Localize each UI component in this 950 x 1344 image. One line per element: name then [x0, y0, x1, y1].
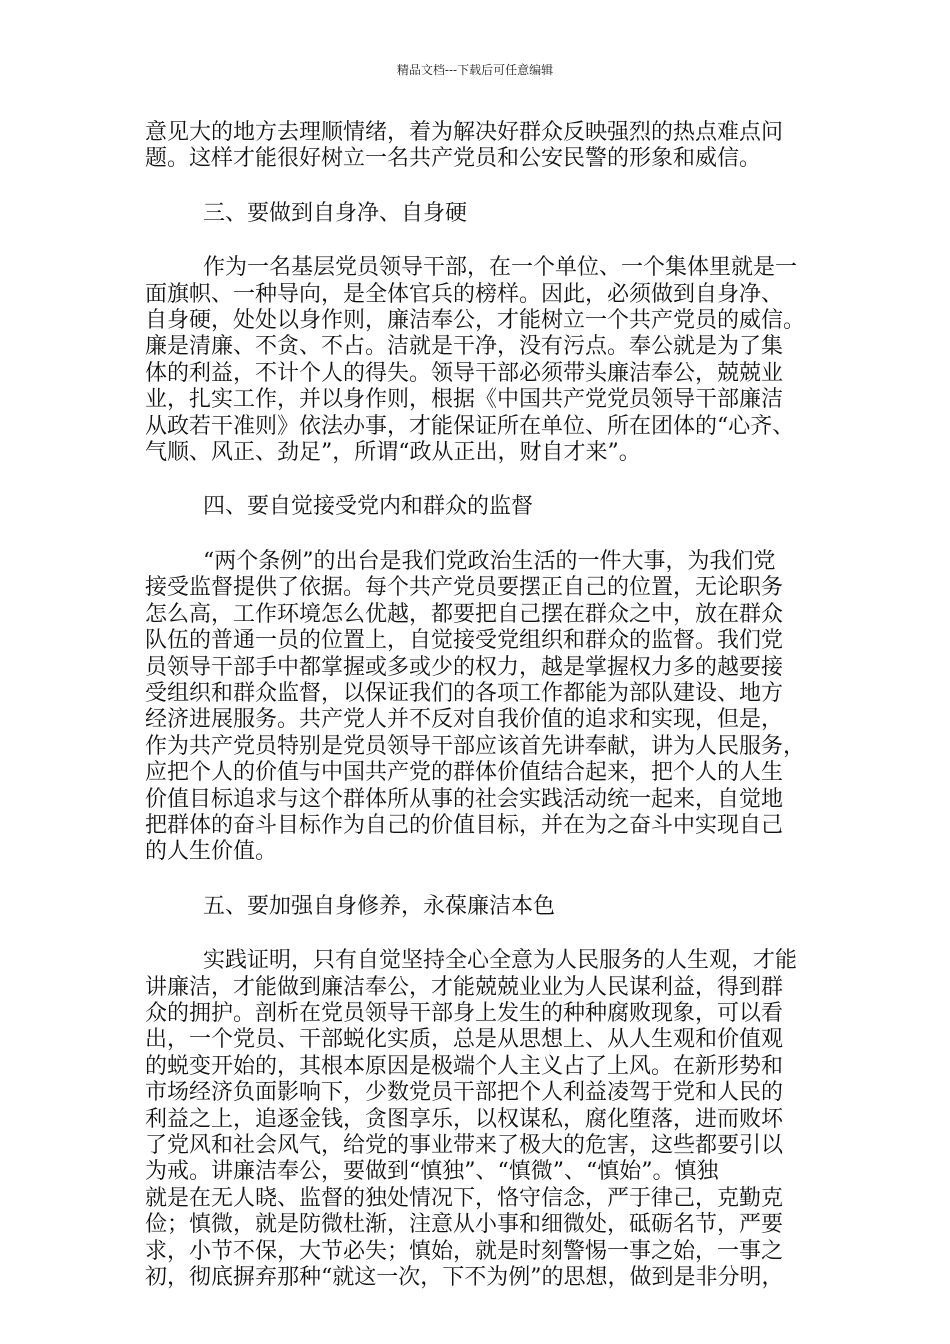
text-line: 价值目标追求与这个群体所从事的社会实践活动统一起来，自觉地	[145, 786, 784, 812]
text-line: 实践证明，只有自觉坚持全心全意为人民服务的人生观，才能	[203, 948, 798, 974]
text-line: 自身硬，处处以身作则，廉洁奉公，才能树立一个共产党员的威信。	[145, 308, 806, 334]
text-line: 俭；慎微，就是防微杜渐，注意从小事和细微处，砥砺名节，严要	[145, 1212, 784, 1238]
section-5-paragraph	[145, 948, 807, 1291]
text-line: 了党风和社会风气，给党的事业带来了极大的危害，这些都要引以	[145, 1133, 784, 1158]
text-line: 应把个人的价值与中国共产党的群体价值结合起来，把个人的人生	[145, 760, 784, 786]
text-line: 员领导干部手中都掌握或多或少的权力，越是掌握权力多的越要接	[145, 654, 784, 680]
text-line: 从政若干准则》依法办事，才能保证所在单位、所在团体的“心齐、	[145, 413, 795, 439]
section-heading-3: 三、要做到自身净、自身硬	[203, 200, 468, 226]
text-line: 经济进展服务。共产党人并不反对自我价值的追求和实现，但是，	[145, 707, 784, 733]
text-line: 气顺、风正、劲足”，所谓“政从正出，财自才来”。	[145, 440, 641, 466]
section-4-paragraph	[145, 549, 807, 866]
text-line: 怎么高，工作环境怎么优越，都要把自己摆在群众之中，放在群众	[145, 601, 784, 627]
text-line: 意见大的地方去理顺情绪，着为解决好群众反映强烈的热点难点问	[145, 120, 784, 145]
text-line: 作为一名基层党员领导干部，在一个单位、一个集体里就是一	[203, 255, 798, 281]
text-line: 体的利益，不计个人的得失。领导干部必须带头廉洁奉公，兢兢业	[145, 360, 784, 386]
text-line: 初，彻底摒弃那种“就这一次，下不为例”的思想，做到是非分明，	[145, 1265, 784, 1291]
text-line: 廉是清廉、不贪、不占。洁就是干净，没有污点。奉公就是为了集	[145, 334, 784, 360]
text-line: 作为共产党员特别是党员领导干部应该首先讲奉献，讲为人民服务，	[145, 733, 806, 759]
text-line: 接受监督提供了依据。每个共产党员要摆正自己的位置，无论职务	[145, 575, 784, 601]
section-heading-4: 四、要自觉接受党内和群众的监督	[203, 494, 534, 520]
text-line: 利益之上，追逐金钱，贪图享乐，以权谋私，腐化堕落，进而败坏	[145, 1106, 784, 1132]
text-line: 的人生价值。	[145, 839, 278, 865]
text-line: 队伍的普通一员的位置上，自觉接受党组织和群众的监督。我们党	[145, 628, 784, 654]
text-line: 的蜕变开始的，其根本原因是极端个人主义占了上风。在新形势和	[145, 1053, 784, 1079]
text-line: 面旗帜、一种导向，是全体官兵的榜样。因此，必须做到自身净、	[145, 281, 784, 307]
document-body	[145, 120, 807, 1291]
text-line: 为戒。讲廉洁奉公，要做到“慎独”、“慎微”、“慎始”。慎独	[145, 1159, 719, 1185]
text-line: 就是在无人晓、监督的独处情况下，恪守信念，严于律己，克勤克	[145, 1185, 784, 1211]
text-line: 受组织和群众监督，以保证我们的各项工作都能为部队建设、地方	[145, 680, 784, 706]
text-line: 求，小节不保，大节必失；慎始，就是时刻警惕一事之始，一事之	[145, 1238, 784, 1264]
text-line: 众的拥护。剖析在党员领导干部身上发生的种种腐败现象，可以看	[145, 1000, 784, 1026]
intro-paragraph	[145, 120, 807, 173]
text-line: 市场经济负面影响下，少数党员干部把个人利益凌驾于党和人民的	[145, 1080, 784, 1106]
text-line: 题。这样才能很好树立一名共产党员和公安民警的形象和威信。	[145, 146, 762, 172]
text-line: 出，一个党员、干部蜕化实质，总是从思想上、从人生观和价值观	[145, 1027, 784, 1053]
text-line: 业，扎实工作，并以身作则，根据《中国共产党党员领导干部廉洁	[145, 387, 784, 413]
text-line: 讲廉洁，才能做到廉洁奉公，才能兢兢业业为人民谋利益，得到群	[145, 974, 784, 1000]
text-line: “两个条例”的出台是我们党政治生活的一件大事，为我们党	[203, 548, 776, 574]
text-line: 把群体的奋斗目标作为自己的价值目标，并在为之奋斗中实现自己	[145, 812, 784, 838]
section-heading-5: 五、要加强自身修养，永葆廉洁本色	[203, 893, 556, 919]
section-3-paragraph	[145, 255, 807, 466]
page-header: 精品文档---下载后可任意编辑	[396, 63, 554, 77]
